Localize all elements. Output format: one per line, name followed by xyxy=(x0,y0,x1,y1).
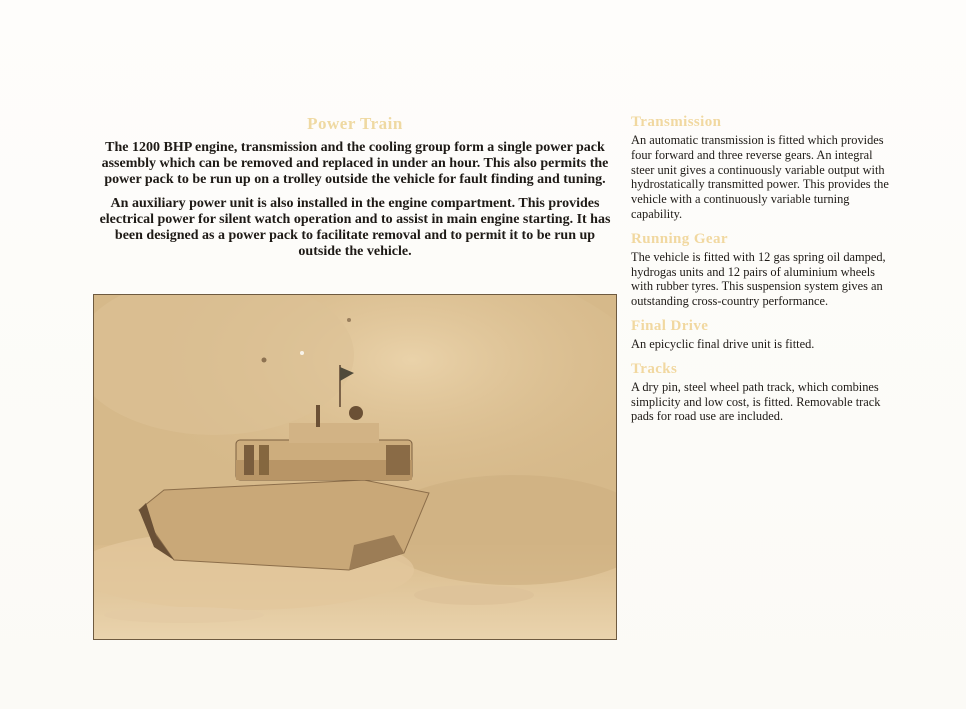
spec-transmission xyxy=(631,114,893,222)
tracks-heading: Tracks xyxy=(631,360,678,377)
running-gear-text: The vehicle is fitted with 12 gas spring oil damped, hydrogas units and 12 pairs of aluminium wheels with rubber tyres. This suspension system gives an outstanding cross-country performance. xyxy=(631,249,886,309)
tank-photo-illustration xyxy=(94,295,617,640)
spec-tracks xyxy=(631,361,893,424)
tracks-text: A dry pin, steel wheel path track, which combines simplicity and low cost, is fitted. Removable track pads for road use are included. xyxy=(631,379,881,424)
running-gear-heading: Running Gear xyxy=(631,230,728,247)
spec-final-drive xyxy=(631,318,893,352)
power-train-paragraph-1: The 1200 BHP engine, transmission and the cooling group form a single power pack assembly which can be removed and replaced in under an hour. This also permits the power pack to be run up on a trolley outside the vehicle for fault finding and tuning. xyxy=(101,140,609,187)
tank-photo xyxy=(93,294,617,640)
final-drive-text: An epicyclic final drive unit is fitted. xyxy=(631,336,815,351)
power-train-paragraph-2: An auxiliary power unit is also installed in the engine compartment. This provides electrical power for silent watch operation and to assist in main engine starting. It has been designed as a power pack to facilitate removal and to permit it to be run up outside the vehicle. xyxy=(99,196,611,259)
spec-running-gear xyxy=(631,231,893,309)
transmission-text: An automatic transmission is fitted which provides four forward and three reverse gears. An integral steer unit gives a continuously variable output with hydrostatically transmitted power. This provides the vehicle with a continuously variable turning capability. xyxy=(631,133,889,221)
transmission-heading: Transmission xyxy=(631,114,722,130)
specifications-column xyxy=(631,114,893,433)
final-drive-heading: Final Drive xyxy=(631,317,709,334)
power-train-section xyxy=(92,114,618,268)
power-train-heading: Power Train xyxy=(307,114,403,133)
